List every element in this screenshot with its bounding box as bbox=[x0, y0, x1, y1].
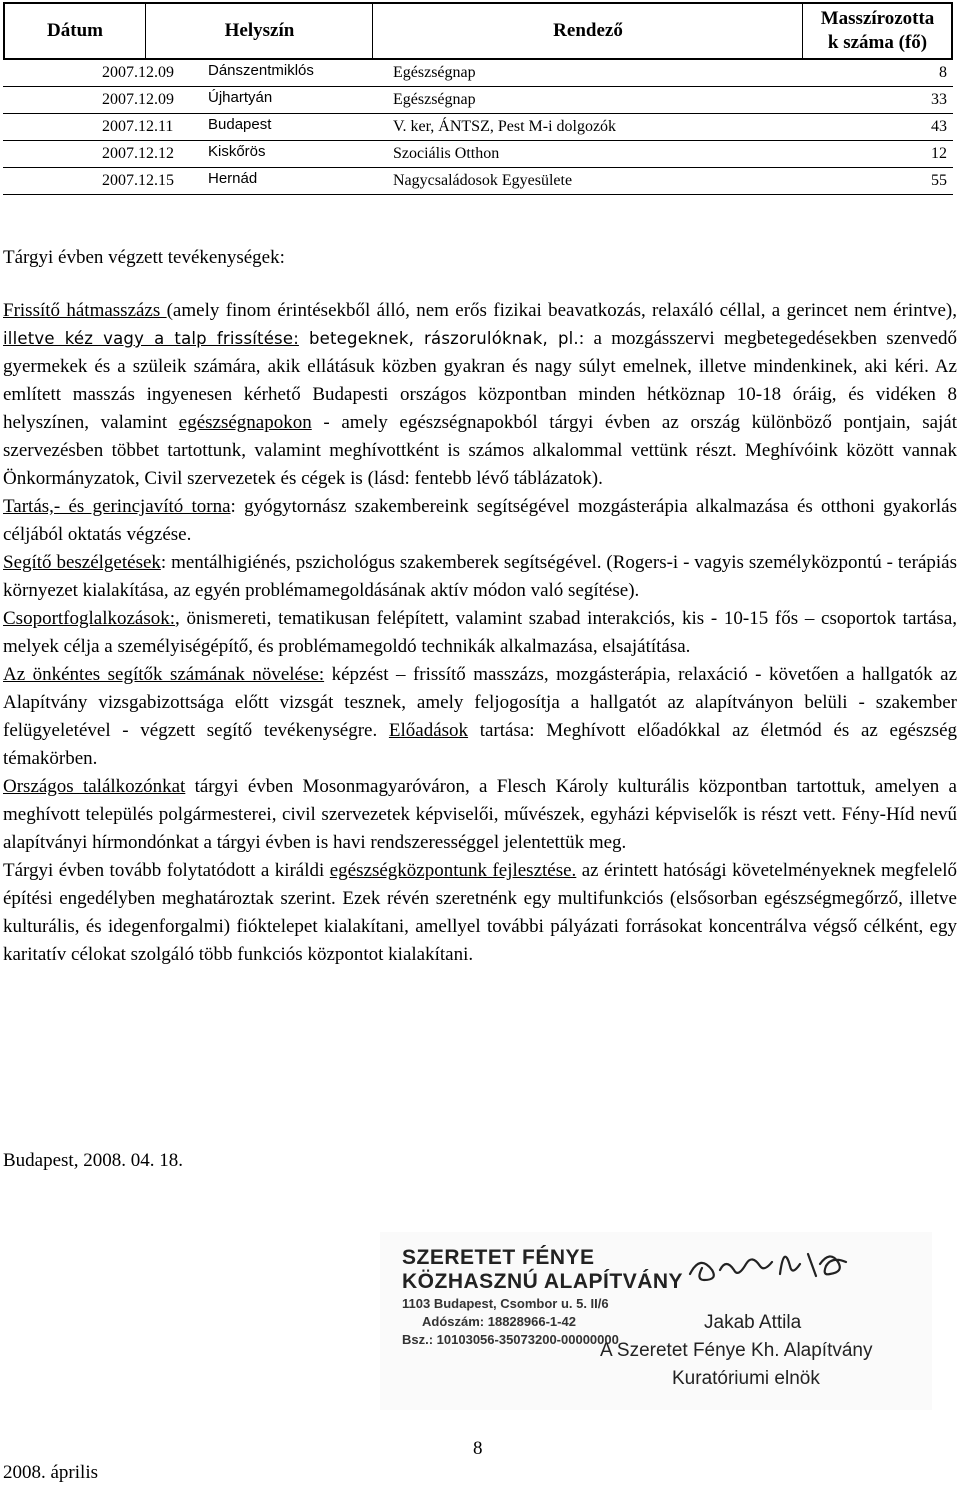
cell-date: 2007.12.15 bbox=[102, 172, 174, 189]
underlined-term: Csoportfoglalkozások: bbox=[3, 608, 176, 629]
cell-organizer: Nagycsaládosok Egyesülete bbox=[393, 172, 573, 189]
official-stamp bbox=[380, 1232, 932, 1410]
table-header bbox=[3, 2, 953, 60]
table-row bbox=[3, 141, 953, 168]
cell-count: 8 bbox=[939, 64, 947, 81]
stamp-org-line2: KÖZHASZNÚ ALAPÍTVÁNY bbox=[402, 1270, 684, 1293]
footer-date: 2008. április bbox=[3, 1462, 98, 1483]
paragraph-text: : mentálhigiénés, pszichológus szakemberek segítségével. (Rogers-i - vagyis személyközpontú - terápiás környezet kialakítása, az egyén problémamegoldásának aktív módon való segítése). bbox=[3, 552, 957, 601]
paragraph-text: az érintett hatósági követelményeknek megfelelő építési engedélyben meghatároztak szerint. Ezek révén szeretnénk egy multifunkciós (elsősorban egészségmegőrző, illetve kulturális, és idegenforgalmi) fióktelepet kialakítani, amellyel további pályázati forrásokat koncentrálva végső célként, egy karitatív célokat szolgáló több funkciós központot kialakítani. bbox=[3, 860, 957, 965]
place-date-line: Budapest, 2008. 04. 18. bbox=[3, 1150, 183, 1171]
table-row bbox=[3, 114, 953, 141]
cell-location: Kiskőrös bbox=[208, 143, 266, 160]
page-number: 8 bbox=[473, 1438, 483, 1459]
header-date: Dátum bbox=[47, 20, 103, 41]
cell-count: 33 bbox=[931, 91, 947, 108]
paragraph-text: (amely finom érintésekből álló, nem erős fizikai beavatkozás, relaxáló céllal, a gerincet nem érintve), bbox=[166, 300, 957, 321]
underlined-term: egészségközpontunk fejlesztése. bbox=[329, 860, 577, 881]
handwritten-signature bbox=[680, 1234, 880, 1304]
table-row bbox=[3, 168, 953, 195]
underlined-term: Előadások bbox=[388, 720, 469, 741]
paragraph-massage bbox=[3, 297, 957, 493]
underlined-term: Tartás,- és gerincjavító torna bbox=[3, 496, 231, 517]
header-massaged-count bbox=[802, 4, 952, 58]
paragraph-text: tárgyi évben Mosonmagyaróváron, a Flesch Károly kulturális központban tartottuk, amelyen a meghívott település polgármesterei, civil szervezetek képviselői, művészek, egyházi képviselők is részt vett. Fény-Híd nevű alapítványi hírmondónkat a tárgyi évben is havi rendszerességgel jelentettük meg. bbox=[3, 776, 957, 853]
signer-name: Jakab Attila bbox=[704, 1312, 802, 1333]
signer-organization: A Szeretet Fénye Kh. Alapítvány bbox=[600, 1340, 873, 1361]
cell-count: 12 bbox=[931, 145, 947, 162]
cell-date: 2007.12.12 bbox=[102, 145, 174, 162]
cell-organizer: Egészségnap bbox=[393, 91, 476, 108]
header-massaged-count-line2: k száma (fő) bbox=[827, 32, 928, 53]
paragraph-text: betegeknek, rászorulóknak, pl. bbox=[298, 329, 579, 348]
paragraph-text: - amely egészségnapokból tárgyi évben az ország különböző pontjain, saját szervezésben többet tartottunk, valamint meghívottként is számos alkalommal vettünk részt. Meghívóink között vannak Önkormányzatok, Civil szervezetek és cégek is (lásd: fentebb lévő táblázatok). bbox=[3, 412, 958, 489]
underlined-term: Segítő beszélgetések bbox=[3, 552, 161, 573]
stamp-address: 1103 Budapest, Csombor u. 5. II/6 bbox=[402, 1296, 609, 1311]
underlined-term: Országos találkozónkat bbox=[3, 776, 186, 797]
paragraph-counseling bbox=[3, 549, 957, 605]
signer-title: Kuratóriumi elnök bbox=[672, 1368, 820, 1389]
paragraph-text: Tárgyi évben tovább folytatódott a királdi bbox=[3, 860, 330, 881]
cell-organizer: Egészségnap bbox=[393, 64, 476, 81]
table-body bbox=[3, 60, 953, 195]
paragraph-text: : a mozgásszervi megbetegedésekben szenvedő gyermekek és a szüleik számára, akik ellátásuk közben gyakran és nagy súlyt emelnek, illetve mindenkinek, aki kéri. bbox=[3, 328, 957, 377]
cell-date: 2007.12.09 bbox=[102, 64, 174, 81]
cell-date: 2007.12.09 bbox=[102, 91, 174, 108]
underlined-term: Frissítő hátmasszázs bbox=[3, 300, 167, 321]
underlined-term: Az önkéntes segítők számának növelése: bbox=[3, 664, 325, 685]
header-organizer: Rendező bbox=[372, 4, 803, 58]
paragraph-text: : gyógytornász szakembereink segítségével mozgásterápia alkalmazása és otthoni gyakorlás céljából oktatás végzése. bbox=[3, 496, 957, 545]
paragraph-gymnastics bbox=[3, 493, 957, 549]
cell-organizer: V. ker, ÁNTSZ, Pest M-i dolgozók bbox=[393, 118, 617, 135]
cell-count: 55 bbox=[931, 172, 947, 189]
cell-location: Budapest bbox=[208, 116, 272, 133]
paragraph-text: tartása: Meghívott előadókkal az életmód és az egészség témakörben. bbox=[3, 720, 958, 769]
table-row bbox=[3, 60, 953, 87]
stamp-bank: Bsz.: 10103056-35073200-00000000 bbox=[402, 1332, 619, 1347]
cell-organizer: Szociális Otthon bbox=[393, 145, 500, 162]
paragraph-text: , önismereti, tematikusan felépített, valamint szabad interakciós, kis - 10-15 fős – csoportok tartása, melyek célja a személyiségépítő, és problémamegoldó technikák alkalmazása, elsajátítása. bbox=[3, 608, 957, 657]
header-massaged-count-line1: Masszírozotta bbox=[820, 8, 935, 29]
paragraph-volunteers bbox=[3, 661, 957, 773]
cell-location: Hernád bbox=[208, 170, 258, 187]
header-location: Helyszín bbox=[145, 4, 373, 58]
paragraph-development bbox=[3, 857, 957, 969]
underlined-term: illetve kéz vagy a talp frissítése: bbox=[3, 329, 299, 348]
cell-count: 43 bbox=[931, 118, 947, 135]
table-row bbox=[3, 87, 953, 114]
stamp-tax-id: Adószám: 18828966-1-42 bbox=[422, 1314, 576, 1329]
section-title: Tárgyi évben végzett tevékenységek: bbox=[3, 247, 285, 268]
events-table bbox=[3, 2, 953, 195]
paragraph-meeting bbox=[3, 773, 957, 857]
paragraph-text: képzést – frissítő masszázs, mozgásterápia, relaxáció - követően a hallgatók az Alapítvány vizsgabizottsága előtt vizsgát tesznek, amely feljogosítja a hallgatót az alapítványon belüli - szakember felügyeletével - végzett segítő tevékenységre. bbox=[3, 664, 958, 741]
cell-date: 2007.12.11 bbox=[102, 118, 174, 135]
cell-location: Dánszentmiklós bbox=[208, 62, 314, 79]
cell-location: Újhartyán bbox=[208, 89, 273, 106]
activities-body bbox=[3, 297, 957, 969]
paragraph-group-sessions bbox=[3, 605, 957, 661]
underlined-term: egészségnapokon bbox=[178, 412, 312, 433]
sans-run bbox=[3, 329, 579, 348]
stamp-org-line1: SZERETET FÉNYE bbox=[402, 1246, 595, 1269]
paragraph-text: Az említett masszás ingyenesen kérhető Budapesti országos központban minden hétköznap 10-18 óráig, és vidéken 8 helyszínen, valamint bbox=[3, 356, 957, 433]
